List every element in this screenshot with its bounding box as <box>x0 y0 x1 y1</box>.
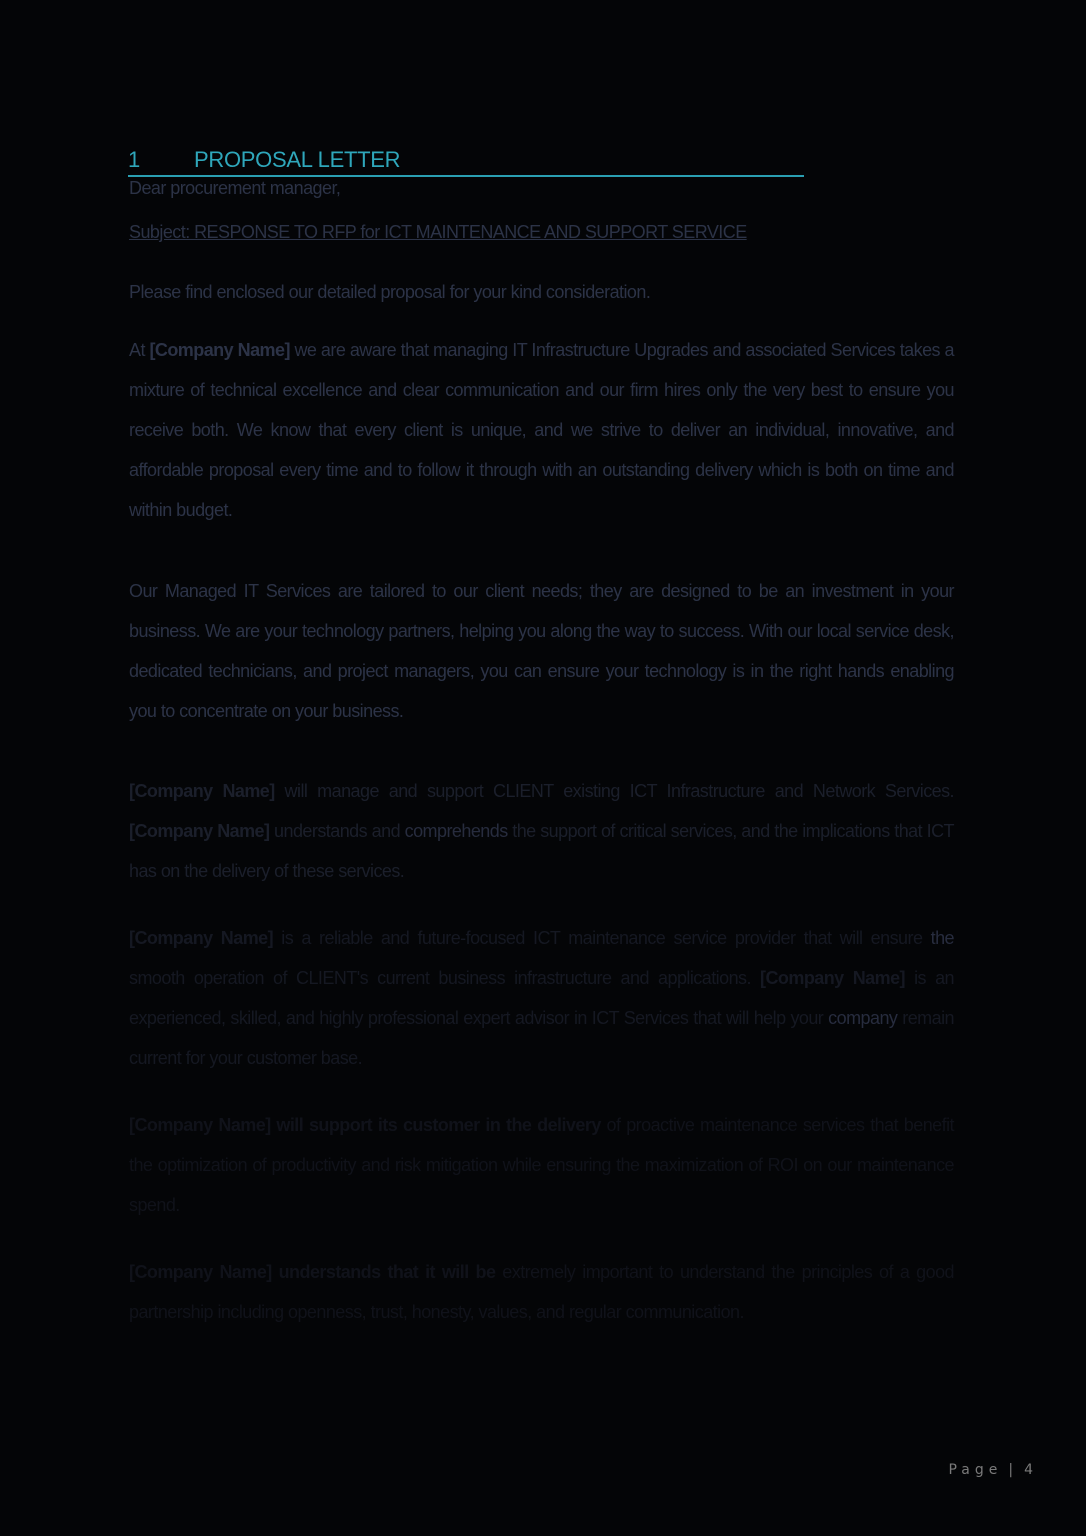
paragraph-manage-support <box>129 771 954 891</box>
subject-line: Subject: RESPONSE TO RFP for ICT MAINTENANCE AND SUPPORT SERVICE <box>129 222 747 242</box>
paragraph-managed-services: Our Managed IT Services are tailored to our client needs; they are designed to be an investment in your business. We are your technology partners, helping you along the way to success. With our local service desk, dedicated technicians, and project managers, you can ensure your technology is in the right hands enabling you to concentrate on your business. <box>129 581 954 721</box>
text-run: extremely important to understand the principles of a good partnership including openness, trust, honesty, values, and regular communication. <box>129 1262 954 1322</box>
highlighted-word: company <box>828 1008 898 1028</box>
page-number: 4 <box>1024 1462 1038 1478</box>
text-run: smooth operation of CLIENT's current business infrastructure and applications. <box>129 968 761 988</box>
paragraph-reliable-provider <box>129 918 954 1078</box>
page-footer <box>948 1462 1038 1478</box>
company-name-placeholder: [Company Name] <box>129 781 275 801</box>
company-name-placeholder: [Company Name] <box>129 821 270 841</box>
highlighted-word: the <box>930 928 954 948</box>
page-label: Page <box>948 1462 1003 1478</box>
highlighted-word: comprehends <box>404 821 508 841</box>
paragraph-proactive-maintenance <box>129 1105 954 1225</box>
bold-lead: [Company Name] will support its customer in the delivery <box>129 1115 601 1135</box>
text-run: understands and <box>269 821 405 841</box>
text-run: is an experienced, skilled, and highly professional expert advisor in ICT Services that will help your <box>129 968 954 1028</box>
company-name-placeholder: [Company Name] <box>760 968 905 988</box>
text-run: of proactive maintenance services that benefit the optimization of productivity and risk mitigation while ensuring the maximization of ROI on our maintenance spend. <box>129 1115 954 1215</box>
section-title: PROPOSAL LETTER <box>194 146 401 172</box>
intro-paragraph: Please find enclosed our detailed proposal for your kind consideration. <box>129 282 651 302</box>
paragraph-awareness <box>129 330 954 530</box>
text-run: the support of critical services, and the implications that ICT has on the delivery of these services. <box>129 821 955 881</box>
section-number: 1 <box>128 146 140 172</box>
paragraph-partnership <box>129 1252 954 1332</box>
salutation: Dear procurement manager, <box>129 178 341 198</box>
text-run: At <box>129 340 150 360</box>
text-run: is a reliable and future-focused ICT maintenance service provider that will ensure <box>273 928 931 948</box>
text-run: we are aware that managing IT Infrastructure Upgrades and associated Services takes a mixture of technical excellence and clear communication and our firm hires only the very best to ensure you receive both. We know that every client is unique, and we strive to deliver an individual, innovative, and affordable proposal every time and to follow it through with an outstanding delivery which is both on time and within budget. <box>129 340 955 520</box>
footer-separator: | <box>1008 1462 1019 1478</box>
text-run: will manage and support CLIENT existing ICT Infrastructure and Network Services. <box>274 781 955 801</box>
text-run: remain current for your customer base. <box>129 1008 954 1068</box>
bold-lead: [Company Name] understands that it will be <box>129 1262 496 1282</box>
company-name-placeholder: [Company Name] <box>129 928 274 948</box>
company-name-placeholder: [Company Name] <box>149 340 290 360</box>
